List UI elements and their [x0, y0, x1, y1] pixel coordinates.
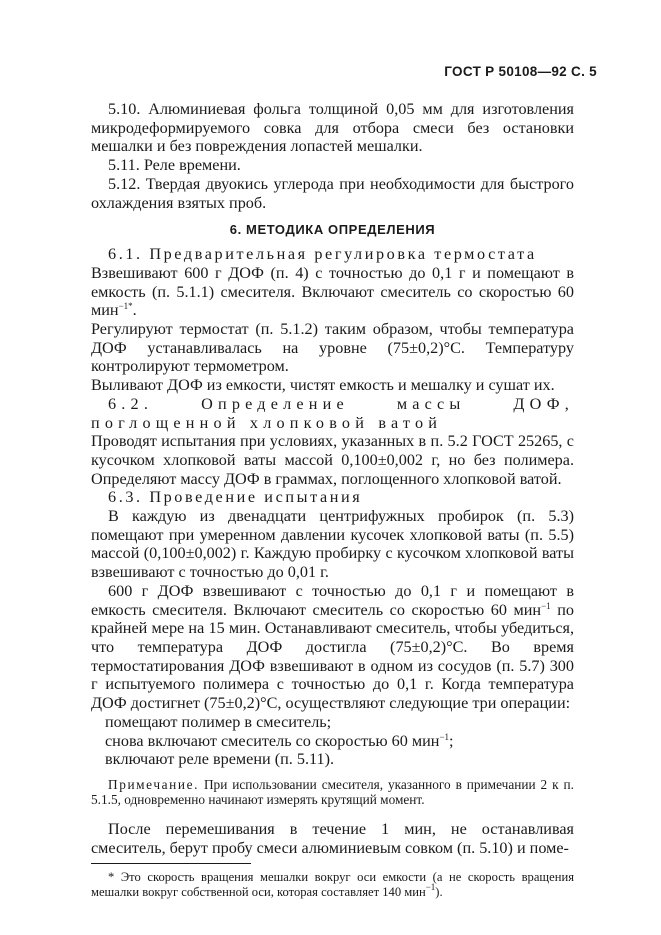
subsection-6-3-title: 6.3. Проведение испытания: [108, 488, 363, 507]
paragraph-5-12: 5.12. Твердая двуокись углерода при необходимости для быстрого охлаждения взятых проб.: [91, 174, 574, 212]
operation-2: снова включают смеситель со скоростью 60 мин$^{-1}$;: [105, 731, 454, 750]
paragraph-5-10: 5.10. Алюминиевая фольга толщиной 0,05 мм для изготовления микродеформируемого совка для отбора смеси без остановки мешалки и без повреждения лопастей мешалки.: [91, 100, 574, 156]
paragraph-5-11: 5.11. Реле времени.: [108, 156, 241, 175]
footnote-ref: −1*: [118, 301, 133, 312]
paragraph-6-3-3: После перемешивания в течение 1 мин, не останавливая смеситель, берут пробу смеси алюминиевым совком (п. 5.10) и поме-: [91, 819, 574, 857]
paragraph-6-3-2: 600 г ДОФ взвешивают с точностью до 0,1 г и помещают в емкость смесителя. Включают смеситель со скоростью 60 мин$^{-1}$ по крайней мере на 15 мин. Останавливают смеситель, чтобы убедиться, что температура ДОФ достигла (75±0,2)°С. Во время термостатирования ДОФ взвешивают в одном из сосудов (п. 5.7) 300 г испытуемого полимера с точностью до 0,1 г. Когда температура ДОФ достигнет (75±0,2)°С, осуществляют следующие три операции:: [91, 581, 575, 713]
note: Примечание. При использовании смесителя, указанного в примечании 2 к п. 5.1.5, одновременно начинают измерять крутящий момент.: [91, 776, 574, 808]
paragraph-6-1-1: Взвешивают 600 г ДОФ (п. 4) с точностью до 0,1 г и помещают в емкость (п. 5.1.1) смесителя. Включают смеситель со скоростью 60 мин$^{-1*}$.: [91, 263, 574, 320]
paragraph-6-1-2: Регулируют термостат (п. 5.1.2) таким образом, чтобы температура ДОФ устанавливалась на уровне (75±0,2)°С. Температуру контролируют термометром.: [91, 320, 574, 376]
document-body: [91, 100, 574, 900]
page-header: ГОСТ Р 50108—92 С. 5: [444, 64, 597, 79]
footnote-divider: [91, 863, 251, 864]
paragraph-6-2-1: Проводят испытания при условиях, указанных в п. 5.2 ГОСТ 25265, с кусочком хлопковой ваты массой 0,100±0,002 г, но без полимера. Определяют массу ДОФ в граммах, поглощенного хлопковой ватой.: [91, 432, 574, 488]
operation-1: помещают полимер в смеситель;: [105, 712, 332, 731]
subsection-6-2-title: 6.2. Определение массы ДОФ, поглощенной хлопковой ватой: [91, 394, 574, 432]
subsection-6-1-title: 6.1. Предварительная регулировка термостата: [108, 245, 537, 264]
paragraph-6-3-1: В каждую из двенадцати центрифужных пробирок (п. 5.3) помещают при умеренном давлении кусочек хлопковой ваты (п. 5.5) массой (0,100±0,002) г. Каждую пробирку с кусочком хлопковой ваты взвешивают с точностью до 0,01 г.: [91, 507, 574, 582]
paragraph-6-1-3: Выливают ДОФ из емкости, чистят емкость и мешалку и сушат их.: [91, 376, 555, 395]
footnote: * Это скорость вращения мешалки вокруг оси емкости (а не скорость вращения мешалки вокруг собственной оси, которая составляет 140 мин$^{-1}$).: [91, 870, 574, 900]
operation-3: включают реле времени (п. 5.11).: [105, 750, 335, 769]
section-heading: 6. МЕТОДИКА ОПРЕДЕЛЕНИЯ: [229, 222, 436, 238]
